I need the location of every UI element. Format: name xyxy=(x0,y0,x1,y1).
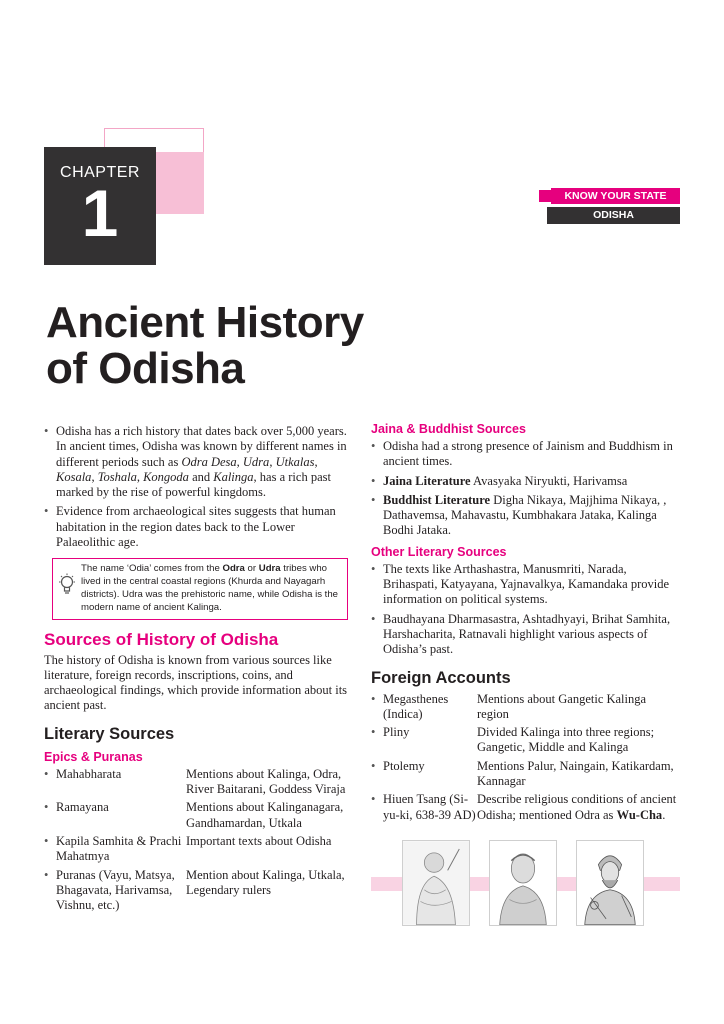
epics-row-desc: Mentions about Kalinganagara, Gandhamardan, Utkala xyxy=(186,800,344,830)
epics-row xyxy=(44,767,348,798)
sources-paragraph: The history of Odisha is known from various sources like literature, foreign records, inscriptions, coins, and archaeological findings, which provide information about its ancient past. xyxy=(44,652,348,713)
foreign-row-name: • Ptolemy xyxy=(371,759,477,790)
foreign-row xyxy=(371,725,681,756)
epics-row xyxy=(44,868,348,914)
foreign-row xyxy=(371,692,681,723)
literary-sources-heading: Literary Sources xyxy=(44,724,175,743)
megasthenes-portrait xyxy=(489,840,557,926)
foreign-row-name: • Hiuen Tsang (Si-yu-ki, 638-39 AD) xyxy=(371,792,477,823)
epics-row-desc: Mention about Kalinga, Utkala, Legendary rulers xyxy=(186,867,345,897)
left-column xyxy=(44,424,348,916)
foreign-table xyxy=(371,692,681,823)
right-column xyxy=(371,422,681,826)
epics-row-desc: Mentions about Kalinga, Odra, River Baitarani, Goddess Viraja xyxy=(186,766,346,797)
epics-row-name: • Kapila Samhita & Prachi Mahatmya xyxy=(44,834,186,865)
epics-row xyxy=(44,834,348,865)
know-your-state-badge: KNOW YOUR STATE xyxy=(551,188,680,204)
epics-row-name: • Mahabharata xyxy=(44,767,186,798)
page-title xyxy=(46,300,364,392)
foreign-row-desc: Divided Kalinga into three regions; Gangetic, Middle and Kalinga xyxy=(477,725,655,755)
foreign-row-desc: Mentions about Gangetic Kalinga region xyxy=(477,691,647,721)
ptolemy-portrait xyxy=(576,840,644,926)
epics-heading: Epics & Puranas xyxy=(44,749,143,764)
jaina-bullet: • Odisha had a strong presence of Jainism and Buddhism in ancient times. xyxy=(371,439,681,470)
badge-tab xyxy=(539,190,551,202)
other-literary-heading: Other Literary Sources xyxy=(371,544,507,559)
state-badge: ODISHA xyxy=(547,207,680,224)
other-bullet: • The texts like Arthashastra, Manusmriti, Narada, Brihaspati, Katyayana, Yajnavalkya, Kamandaka provide information on political systems. xyxy=(371,562,681,608)
epics-row-name: • Ramayana xyxy=(44,800,186,831)
foreign-row xyxy=(371,759,681,790)
epics-row xyxy=(44,800,348,831)
note-box xyxy=(52,558,348,619)
lightbulb-icon xyxy=(57,573,77,597)
note-text: The name ‘Odia’ comes from the Odra or Udra tribes who lived in the central coastal regions (Khurda and Nayagarh districts). Udra was the prehistoric name, while Odisha is the modern name of ancient Kalinga. xyxy=(81,563,338,613)
intro-bullet: • Odisha has a rich history that dates back over 5,000 years. In ancient times, Odisha was known by different names in different periods such as Odra Desa, Udra, Utkalas, Kosala, Toshala, Kongoda and Kalinga, has a rich past marked by the rise of powerful kingdoms. xyxy=(44,424,348,500)
foreign-row-name: • Pliny xyxy=(371,725,477,756)
page-title-line2: of Odisha xyxy=(46,344,245,393)
intro-bullets xyxy=(44,424,348,550)
epics-table xyxy=(44,767,348,914)
jaina-bullet: • Jaina Literature Avasyaka Niryukti, Harivamsa xyxy=(371,474,681,489)
jaina-bullet: • Buddhist Literature Digha Nikaya, Majjhima Nikaya, , Dathavemsa, Mahavastu, Kumbhakara Jataka, Kalinga Bodhi Jataka. xyxy=(371,493,681,539)
chapter-block xyxy=(44,147,156,265)
jaina-bullets xyxy=(371,439,681,539)
page-title-line1: Ancient History xyxy=(46,298,364,347)
epics-row-name: • Puranas (Vayu, Matsya, Bhagavata, Harivamsa, Vishnu, etc.) xyxy=(44,868,186,914)
jaina-buddhist-heading: Jaina & Buddhist Sources xyxy=(371,422,526,436)
foreign-row-desc: Describe religious conditions of ancient Odisha; mentioned Odra as Wu-Cha. xyxy=(477,792,677,822)
other-bullet: • Baudhayana Dharmasastra, Ashtadhyayi, Brihat Samhita, Harshacharita, Ratnavali highlight various aspects of Odisha’s past. xyxy=(371,612,681,658)
foreign-row xyxy=(371,792,681,823)
intro-bullet: • Evidence from archaeological sites suggests that human habitation in the region dates back to the Lower Palaeolithic age. xyxy=(44,504,348,550)
chapter-number: 1 xyxy=(81,176,119,250)
foreign-accounts-heading: Foreign Accounts xyxy=(371,668,511,687)
foreign-row-desc: Mentions Palur, Naingain, Katikardam, Kannagar xyxy=(477,758,674,789)
hiuen-tsang-portrait xyxy=(402,840,470,926)
foreign-row-name: • Megasthenes (Indica) xyxy=(371,692,477,723)
chapter-label: CHAPTER xyxy=(60,164,140,181)
sources-heading: Sources of History of Odisha xyxy=(44,629,279,649)
other-bullets xyxy=(371,562,681,658)
epics-row-desc: Important texts about Odisha xyxy=(186,833,332,848)
